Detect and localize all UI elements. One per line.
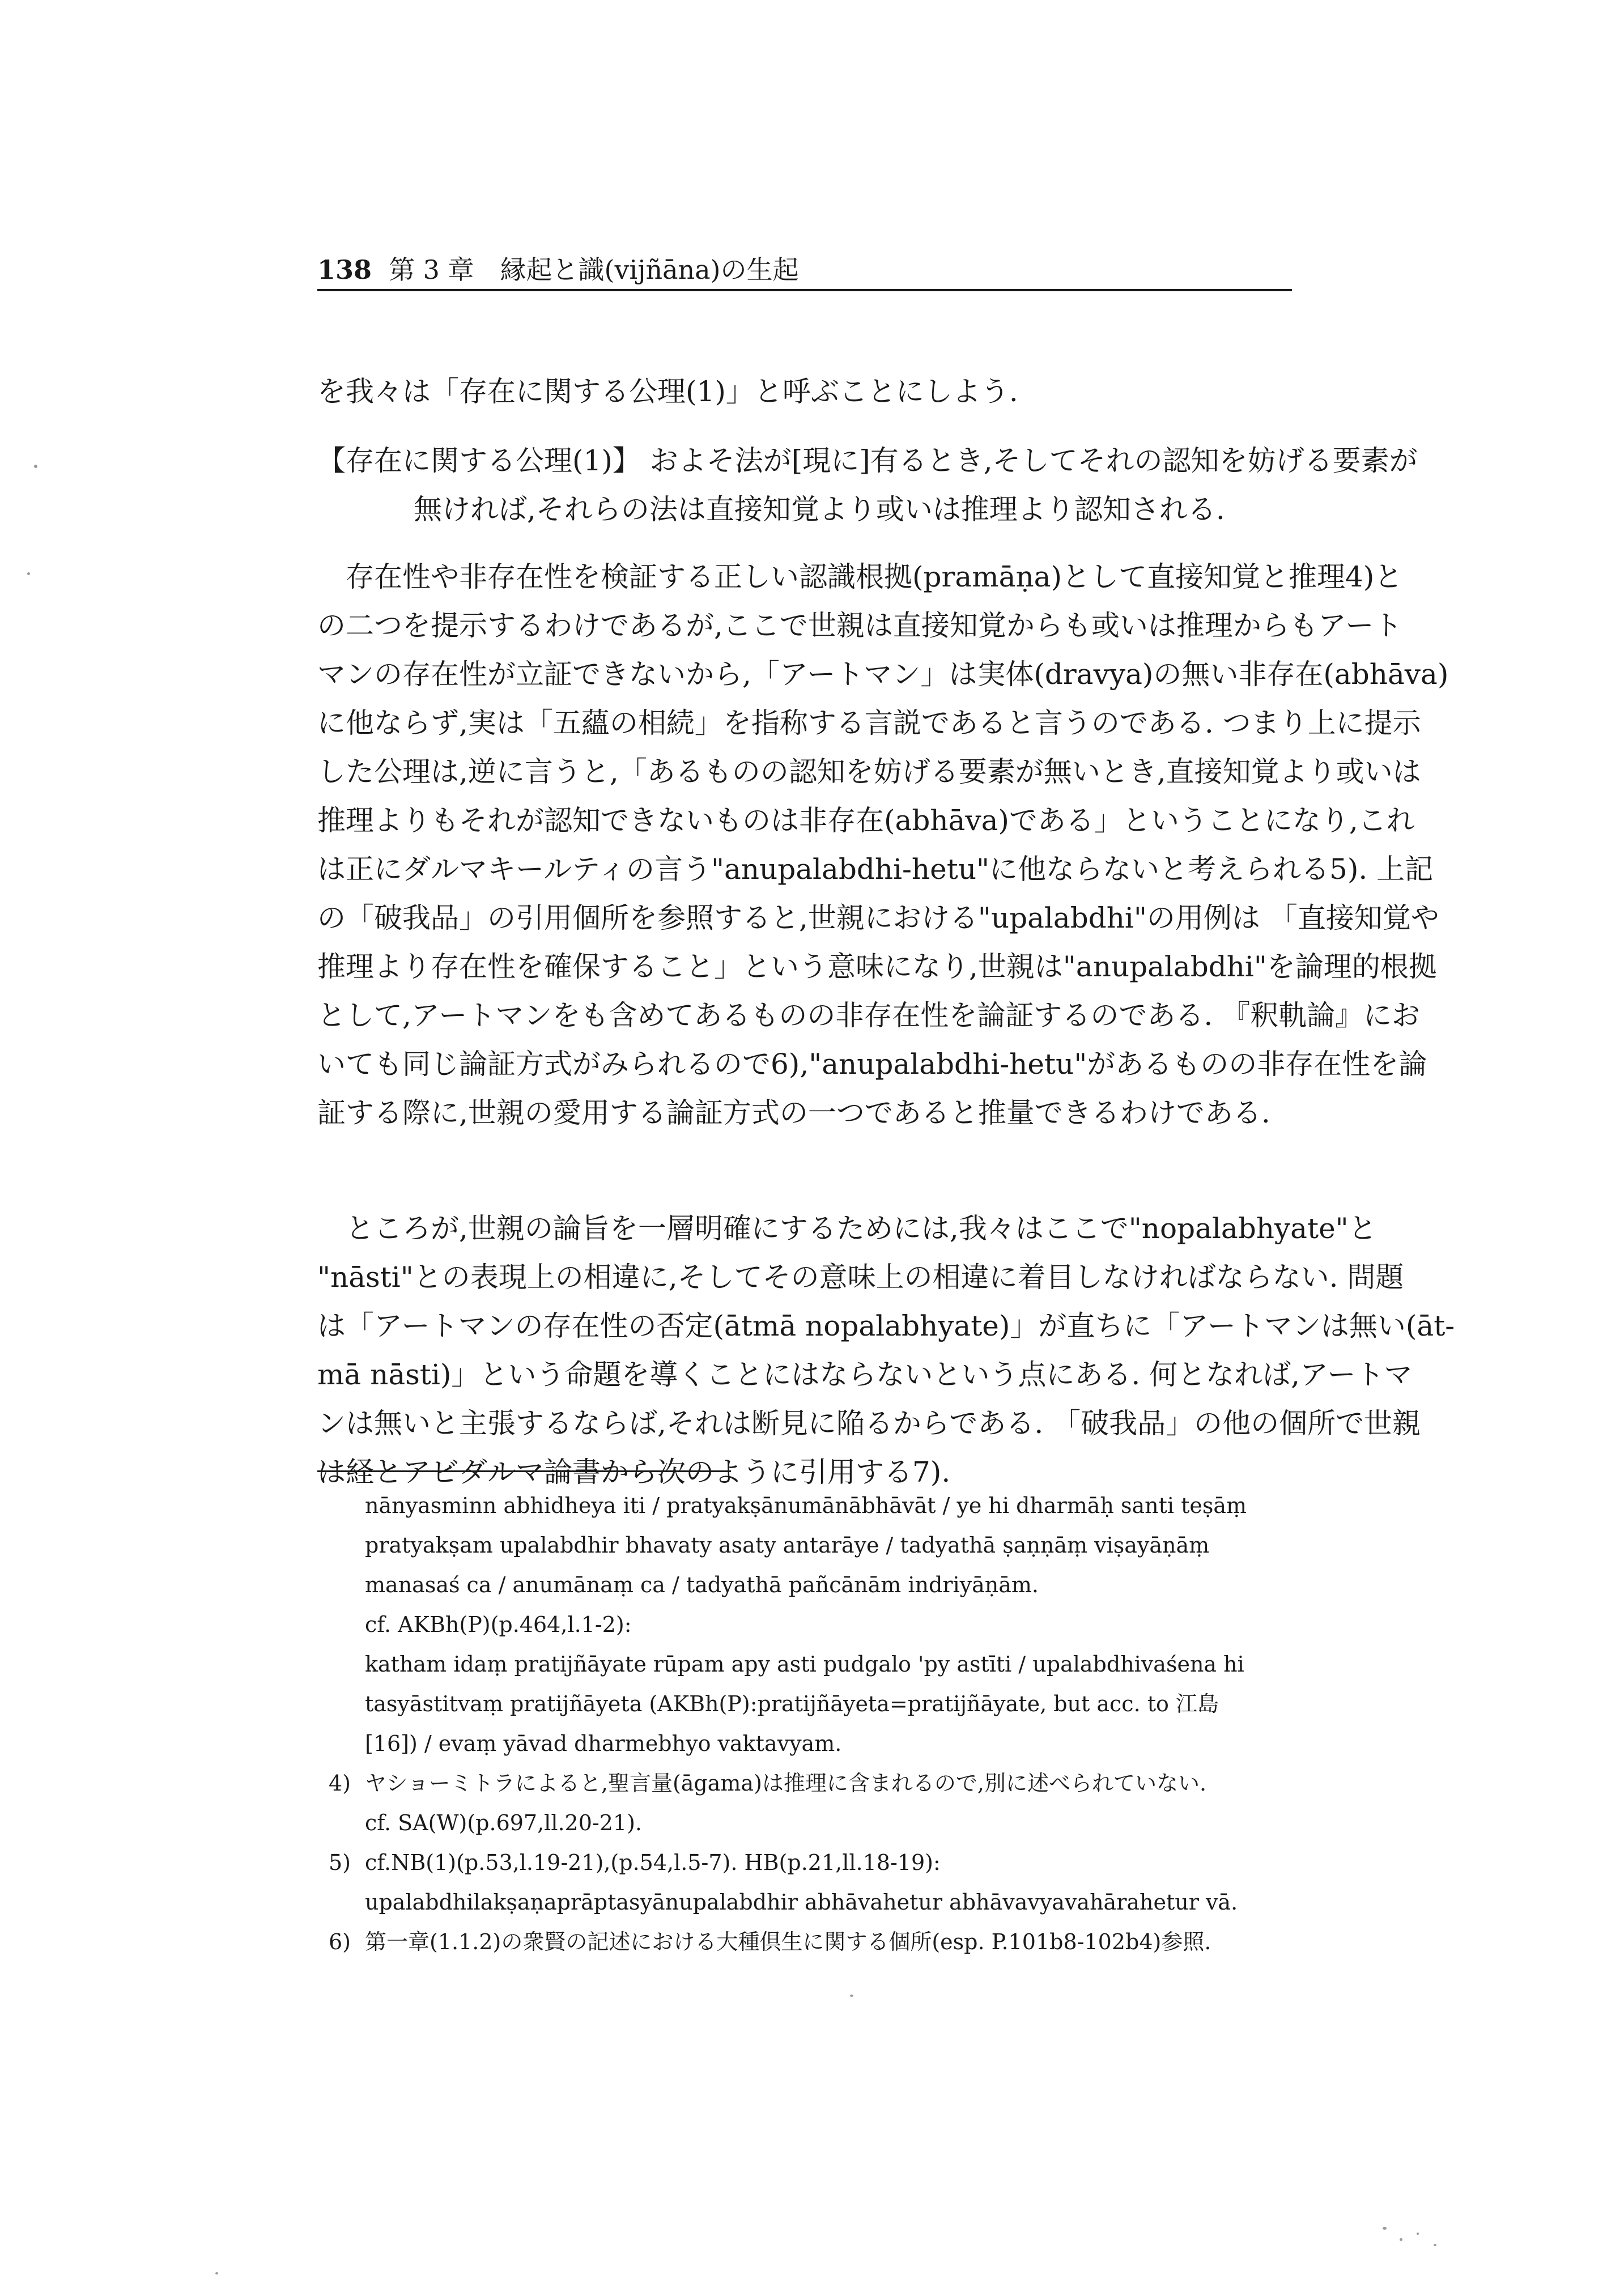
body-paragraph-2	[317, 1204, 1455, 1496]
chapter-title: 第 3 章 縁起と識(vijñāna)の生起	[389, 254, 799, 285]
scan-speck	[27, 572, 30, 575]
text-line: した公理は,逆に言うと,「あるものの認知を妨げる要素が無いとき,直接知覚より或いは	[317, 755, 1421, 788]
footnote-line: cf. SA(W)(p.697,ll.20-21).	[365, 1810, 643, 1835]
text-line: は正にダルマキールティの言う"anupalabdhi-hetu"に他ならないと考えられる5). 上記	[317, 853, 1434, 886]
text-line: に他ならず,実は「五蘊の相続」を指称する言説であると言うのである. つまり上に提示	[317, 707, 1421, 739]
footnote-text: cf.NB(1)(p.53,l.19-21),(p.54,l.5-7). HB(p.21,ll.18-19):	[365, 1850, 941, 1875]
footnote-text: ヤショーミトラによると,聖言量(āgama)は推理に含まれるので,別に述べられていない.	[365, 1771, 1207, 1796]
intro-paragraph	[317, 367, 1337, 416]
axiom-line: 【存在に関する公理(1)】 およそ法が[現に]有るとき,そしてそれの認知を妨げる要素が	[317, 444, 1418, 477]
text-line: 証する際に,世親の愛用する論証方式の一つであると推量できるわけである.	[317, 1096, 1270, 1129]
footnote-number: 4)	[329, 1771, 351, 1796]
running-header	[317, 254, 1292, 291]
text-line: として,アートマンをも含めてあるものの非存在性を論証するのである. 『釈軌論』にお	[317, 999, 1421, 1032]
axiom-block	[317, 436, 1418, 534]
text-line: マンの存在性が立証できないから,「アートマン」は実体(dravya)の無い非存在(abhāva)	[317, 658, 1449, 691]
scan-speck	[1417, 2233, 1419, 2235]
footnote-line: upalabdhilakṣaṇaprāptasyānupalabdhir abhāvahetur abhāvavyavahārahetur vā.	[365, 1890, 1238, 1915]
footnote-4	[329, 1763, 1326, 1803]
text-line: ンは無いと主張するならば,それは断見に陥るからである. 「破我品」の他の個所で世親	[317, 1407, 1421, 1440]
footnote-text: 第一章(1.1.2)の衆賢の記述における大種倶生に関する個所(esp. P.101b8-102b4)参照.	[365, 1929, 1211, 1954]
text-line: を我々は「存在に関する公理(1)」と呼ぶことにしよう.	[317, 375, 1018, 408]
footnote-number: 5)	[329, 1850, 351, 1875]
footnote-number: 6)	[329, 1929, 351, 1954]
body-paragraph-1	[317, 552, 1449, 1137]
scan-speck	[215, 2272, 218, 2274]
footnote-line: nānyasminn abhidheya iti / pratyakṣānumānābhāvāt / ye hi dharmāḥ santi teṣāṃ	[365, 1493, 1247, 1518]
text-line: ところが,世親の論旨を一層明確にするためには,我々はここで"nopalabhyate"と	[346, 1212, 1377, 1245]
scan-speck	[1383, 2227, 1387, 2230]
footnote-line: katham idaṃ pratijñāyate rūpam apy asti pudgalo 'py astīti / upalabdhivaśena hi	[365, 1652, 1244, 1677]
footnote-5	[329, 1843, 1326, 1882]
page-number: 138	[317, 254, 372, 285]
scan-speck	[850, 1995, 853, 1997]
footnote-line: manasaś ca / anumānaṃ ca / tadyathā pañcānām indriyāṇām.	[365, 1572, 1039, 1597]
footnote-divider	[317, 1470, 731, 1472]
text-line: 存在性や非存在性を検証する正しい認識根拠(pramāṇa)として直接知覚と推理4)と	[346, 560, 1403, 593]
footnotes	[329, 1486, 1326, 1962]
text-line: の「破我品」の引用個所を参照すると,世親における"upalabdhi"の用例は 「直接知覚や	[317, 902, 1439, 934]
scan-speck	[34, 465, 37, 468]
scan-speck	[1400, 2238, 1402, 2241]
footnote-line: cf. AKBh(P)(p.464,l.1-2):	[365, 1612, 632, 1637]
footnote-line: [16]) / evaṃ yāvad dharmebhyo vaktavyam.	[365, 1731, 842, 1756]
footnote-line: tasyāstitvaṃ pratijñāyeta (AKBh(P):pratijñāyeta=pratijñāyate, but acc. to 江島	[365, 1691, 1219, 1716]
footnote-6	[329, 1922, 1326, 1962]
text-line: 推理よりもそれが認知できないものは非存在(abhāva)である」ということになり,これ	[317, 804, 1415, 837]
scan-speck	[1434, 2244, 1436, 2246]
footnote-line: pratyakṣam upalabdhir bhavaty asaty antarāye / tadyathā ṣaṇṇāṃ viṣayāṇāṃ	[365, 1533, 1210, 1558]
text-line: は経とアビダルマ論書から次のように引用する7).	[317, 1456, 951, 1489]
axiom-line: 無ければ,それらの法は直接知覚より或いは推理より認知される.	[414, 493, 1225, 526]
text-line: mā nāsti)」という命題を導くことにはならないという点にある. 何となれば,アートマ	[317, 1358, 1413, 1391]
text-line: "nāsti"との表現上の相違に,そしてその意味上の相違に着目しなければならない. 問題	[317, 1261, 1404, 1294]
text-line: 推理より存在性を確保すること」という意味になり,世親は"anupalabdhi"を論理的根拠	[317, 950, 1437, 983]
text-line: は「アートマンの存在性の否定(ātmā nopalabhyate)」が直ちに「アートマンは無い(āt-	[317, 1309, 1455, 1342]
text-line: いても同じ論証方式がみられるので6),"anupalabdhi-hetu"があるものの非存在性を論	[317, 1048, 1427, 1081]
text-line: の二つを提示するわけであるが,ここで世親は直接知覚からも或いは推理からもアート	[317, 609, 1402, 642]
